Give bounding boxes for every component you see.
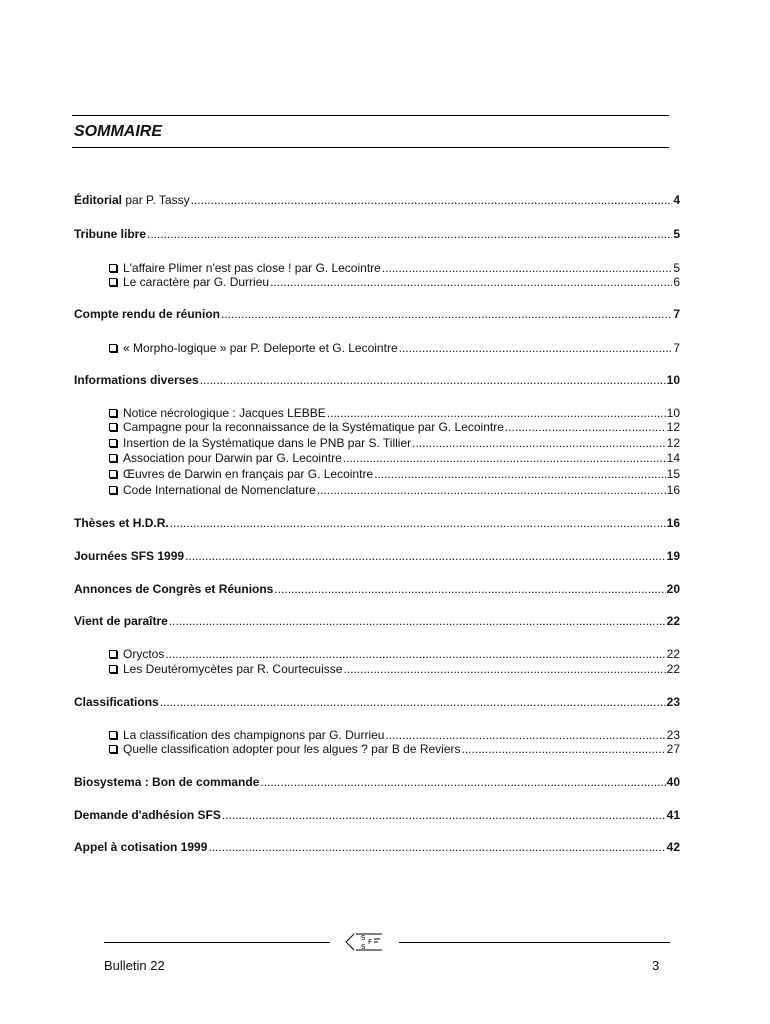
toc-entry-label	[74, 373, 199, 387]
checkbox-bullet-icon	[109, 486, 117, 494]
toc-entry-label	[109, 728, 384, 742]
checkbox-bullet-icon	[109, 278, 117, 286]
toc-subentry-text: Les Deutéromycètes par R. Courtecuisse	[123, 662, 343, 676]
toc-page-number: 41	[666, 808, 680, 822]
toc-page-number: 10	[666, 373, 680, 387]
svg-text:S: S	[361, 943, 366, 951]
toc-entry-label	[74, 840, 207, 854]
toc-subentry-text: La classification des champignons par G. Durrieu	[123, 728, 385, 742]
dot-leader	[160, 695, 666, 709]
toc-entry-label	[74, 808, 221, 822]
toc-subentry	[109, 420, 680, 434]
checkbox-bullet-icon	[109, 409, 117, 417]
dot-leader	[169, 614, 666, 628]
checkbox-bullet-icon	[109, 454, 117, 462]
toc-page-number: 7	[673, 307, 680, 321]
toc-section-entry	[74, 516, 680, 530]
toc-page-number: 42	[666, 840, 680, 854]
toc-page-number: 5	[673, 227, 680, 241]
toc-entry-label	[109, 662, 342, 676]
dot-leader	[343, 451, 666, 465]
dot-leader	[200, 373, 666, 387]
toc-entry-label	[74, 193, 190, 207]
toc-section-title: Vient de paraître	[74, 614, 168, 628]
footer-rule-left	[104, 942, 330, 943]
toc-section-entry	[74, 307, 680, 321]
toc-entry-label	[74, 516, 169, 530]
footer-page-number: 3	[652, 958, 660, 973]
toc-subentry-text: Quelle classification adopter pour les algues ? par B de Reviers	[123, 742, 461, 756]
dot-leader	[327, 406, 666, 420]
toc-page-number: 22	[666, 614, 680, 628]
checkbox-bullet-icon	[109, 439, 117, 447]
toc-entry-label	[109, 275, 269, 289]
toc-entry-label	[74, 695, 159, 709]
toc-section-entry	[74, 840, 680, 854]
toc-subentry-text: Oryctos	[123, 647, 165, 661]
toc-section-entry	[74, 193, 680, 207]
toc-subentry	[109, 451, 680, 465]
toc-entry-label	[74, 549, 184, 563]
dot-leader	[270, 275, 672, 289]
toc-entry-label	[74, 227, 146, 241]
toc-section-title: Demande d'adhésion SFS	[74, 808, 221, 822]
dot-leader	[170, 516, 666, 530]
toc-section-title: Compte rendu de réunion	[74, 307, 221, 321]
dot-leader	[191, 193, 673, 207]
toc-page-number: 5	[673, 261, 680, 275]
checkbox-bullet-icon	[109, 731, 117, 739]
toc-section-entry	[74, 775, 680, 789]
toc-entry-label	[109, 341, 398, 355]
dot-leader	[382, 261, 672, 275]
toc-section-entry	[74, 695, 680, 709]
toc-section-title: Annonces de Congrès et Réunions	[74, 582, 274, 596]
toc-subentry-text: Campagne pour la reconnaissance de la Systématique par G. Lecointre	[123, 420, 504, 434]
toc-section-entry	[74, 582, 680, 596]
checkbox-bullet-icon	[109, 650, 117, 658]
checkbox-bullet-icon	[109, 264, 117, 272]
toc-entry-label	[109, 261, 381, 275]
dot-leader	[274, 582, 665, 596]
toc-subentry	[109, 467, 680, 481]
toc-entry-label	[109, 451, 342, 465]
dot-leader	[399, 341, 673, 355]
toc-subentry	[109, 483, 680, 497]
dot-leader	[374, 467, 666, 481]
dot-leader	[222, 808, 666, 822]
toc-page-number: 27	[666, 742, 680, 756]
dot-leader	[343, 662, 665, 676]
footer-rule-right	[399, 942, 670, 943]
toc-section-entry	[74, 808, 680, 822]
toc-page-number: 19	[666, 549, 680, 563]
toc-subentry-text: Œuvres de Darwin en français par G. Lecointre	[123, 467, 374, 481]
toc-section-entry	[74, 549, 680, 563]
checkbox-bullet-icon	[109, 344, 117, 352]
toc-subentry-text: Code International de Nomenclature	[123, 483, 316, 497]
toc-subentry	[109, 662, 680, 676]
toc-subentry-text: « Morpho-logique » par P. Deleporte et G. Lecointre	[123, 341, 398, 355]
toc-subentry	[109, 406, 680, 420]
dot-leader	[462, 742, 666, 756]
toc-entry-label	[74, 614, 168, 628]
toc-subentry	[109, 647, 680, 661]
checkbox-bullet-icon	[109, 745, 117, 753]
page-title: SOMMAIRE	[74, 123, 162, 140]
toc-subentry	[109, 742, 680, 756]
toc-entry-label	[109, 742, 461, 756]
footer-bulletin-label: Bulletin 22	[104, 958, 165, 973]
toc-subentry-text: Association pour Darwin par G. Lecointre	[123, 451, 342, 465]
toc-section-title: Appel à cotisation 1999	[74, 840, 208, 854]
svg-text:S: S	[361, 934, 366, 942]
toc-page-number: 14	[666, 451, 680, 465]
checkbox-bullet-icon	[109, 665, 117, 673]
dot-leader	[317, 483, 666, 497]
toc-section-title: Informations diverses	[74, 373, 199, 387]
toc-section-title: Tribune libre	[74, 227, 147, 241]
svg-text:F: F	[368, 938, 373, 946]
toc-page-number: 16	[666, 483, 680, 497]
toc-entry-label	[109, 483, 316, 497]
toc-subentry	[109, 341, 680, 355]
toc-entry-label	[109, 467, 373, 481]
toc-subentry	[109, 261, 680, 275]
dot-leader	[147, 227, 672, 241]
toc-section-title: Éditorial	[74, 193, 123, 207]
toc-page-number: 40	[666, 775, 680, 789]
toc-page-number: 20	[666, 582, 680, 596]
toc-subentry	[109, 275, 680, 289]
toc-page-number: 23	[666, 728, 680, 742]
sfs-logo-icon	[338, 930, 390, 954]
toc-page-number: 12	[666, 436, 680, 450]
toc-entry-label	[109, 647, 164, 661]
toc-subentry-text: Insertion de la Systématique dans le PNB par S. Tillier	[123, 436, 412, 450]
toc-entry-label	[74, 775, 259, 789]
dot-leader	[221, 307, 672, 321]
checkbox-bullet-icon	[109, 470, 117, 478]
toc-entry-label	[74, 582, 273, 596]
toc-section-entry	[74, 227, 680, 241]
dot-leader	[412, 436, 666, 450]
toc-section-title: Journées SFS 1999	[74, 549, 185, 563]
toc-section-author: par P. Tassy	[122, 193, 190, 207]
toc-entry-label	[109, 420, 504, 434]
toc-entry-label	[74, 307, 220, 321]
dot-leader	[208, 840, 665, 854]
toc-page-number: 4	[673, 193, 680, 207]
toc-subentry-text: Notice nécrologique : Jacques LEBBE	[123, 406, 326, 420]
toc-page-number: 7	[673, 341, 680, 355]
toc-entry-label	[109, 406, 326, 420]
dot-leader	[165, 647, 665, 661]
toc-section-title: Biosystema : Bon de commande	[74, 775, 260, 789]
toc-subentry	[109, 436, 680, 450]
toc-subentry	[109, 728, 680, 742]
title-block	[72, 115, 669, 148]
checkbox-bullet-icon	[109, 423, 117, 431]
toc-page-number: 22	[666, 662, 680, 676]
toc-page-number: 10	[666, 406, 680, 420]
dot-leader	[385, 728, 665, 742]
toc-page-number: 6	[673, 275, 680, 289]
toc-section-title: Thèses et H.D.R.	[74, 516, 169, 530]
dot-leader	[185, 549, 666, 563]
dot-leader	[260, 775, 665, 789]
toc-page-number: 15	[666, 467, 680, 481]
toc-entry-label	[109, 436, 411, 450]
toc-page-number: 23	[666, 695, 680, 709]
toc-subentry-text: L'affaire Plimer n'est pas close ! par G. Lecointre	[123, 261, 381, 275]
toc-subentry-text: Le caractère par G. Durrieu	[123, 275, 270, 289]
toc-page-number: 16	[666, 516, 680, 530]
toc-section-entry	[74, 614, 680, 628]
dot-leader	[505, 420, 666, 434]
toc-section-entry	[74, 373, 680, 387]
toc-page-number: 22	[666, 647, 680, 661]
toc-page-number: 12	[666, 420, 680, 434]
toc-section-title: Classifications	[74, 695, 159, 709]
